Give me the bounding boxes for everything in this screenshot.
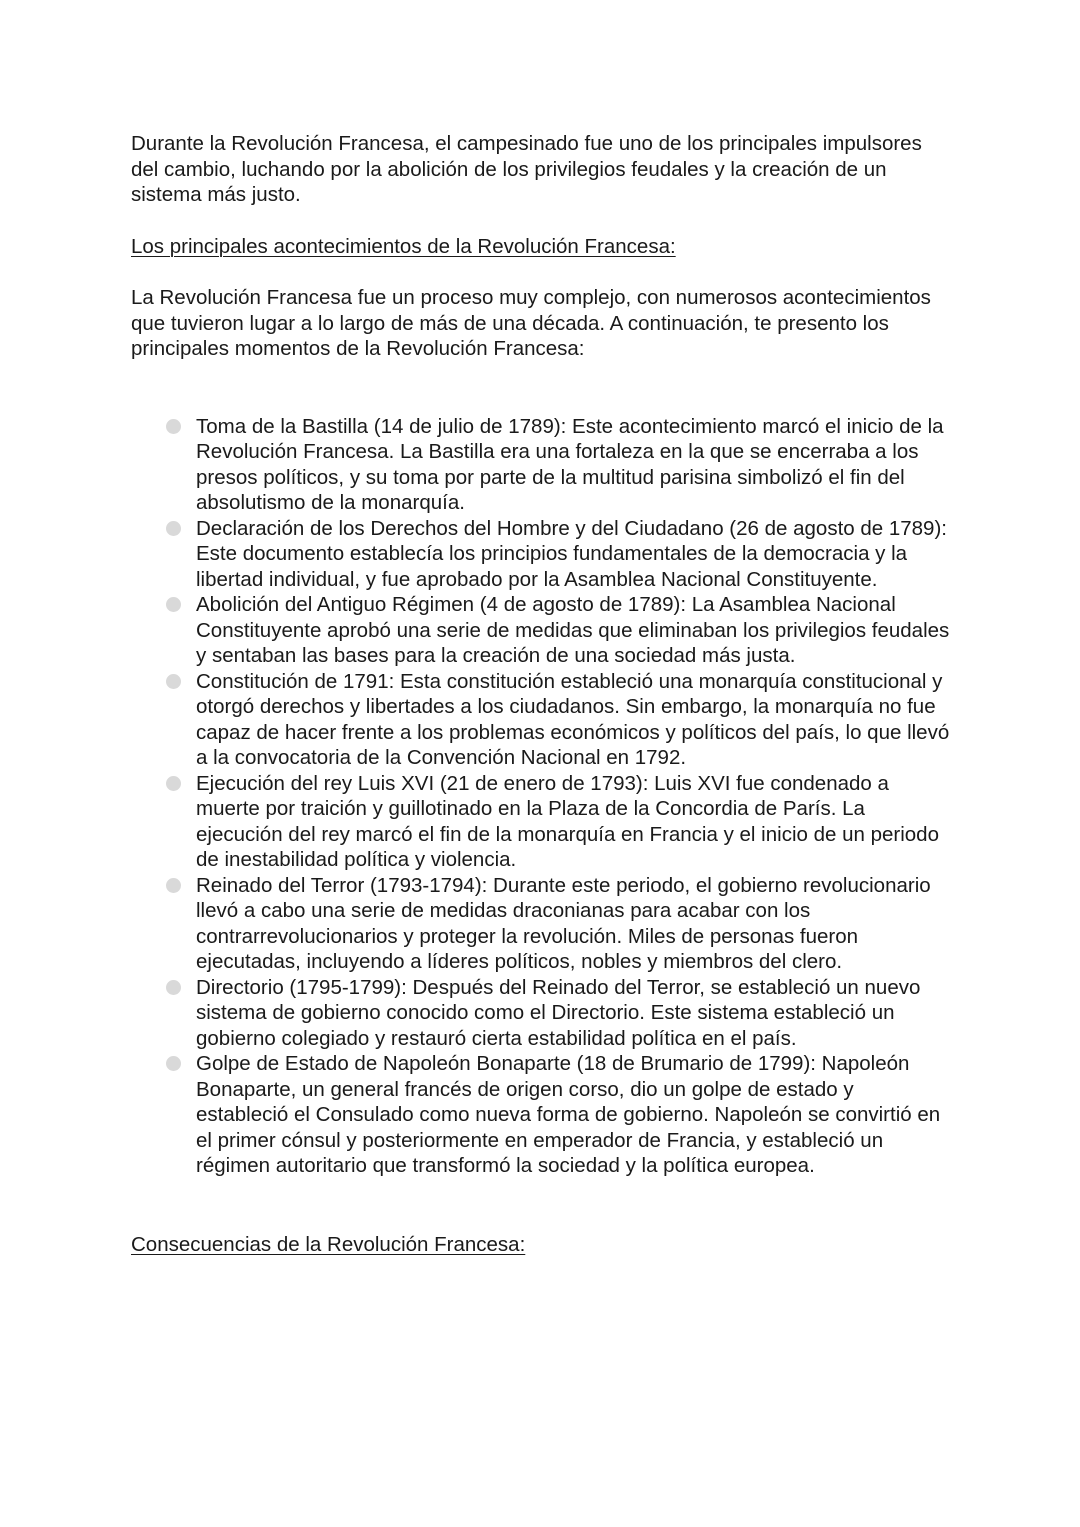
section-heading-consequences: Consecuencias de la Revolución Francesa: bbox=[131, 1232, 526, 1256]
list-item bbox=[131, 1051, 951, 1179]
list-item bbox=[131, 975, 951, 1052]
list-item bbox=[131, 873, 951, 975]
bullet-dot-icon bbox=[166, 776, 181, 791]
bullet-dot-icon bbox=[166, 674, 181, 689]
list-item bbox=[131, 414, 951, 516]
list-item-text: Constitución de 1791: Esta constitución estableció una monarquía constitucional y otorgó derechos y libertades a los ciudadanos. Sin embargo, la monarquía no fue capaz de hacer frente a los problemas económicos y políticos del país, lo que llevó a la convocatoria de la Convención Nacional en 1792. bbox=[196, 669, 950, 769]
list-item bbox=[131, 771, 951, 873]
document-page bbox=[131, 131, 951, 1257]
bullet-dot-icon bbox=[166, 1056, 181, 1071]
list-item-text: Golpe de Estado de Napoleón Bonaparte (18 de Brumario de 1799): Napoleón Bonaparte, un general francés de origen corso, dio un golpe de estado y estableció el Consulado como nueva forma de gobierno. Napoleón se convirtió en el primer cónsul y posteriormente en emperador de Francia, y estableció un régimen autoritario que transformó la sociedad y la política europea. bbox=[196, 1052, 941, 1177]
section-lead-paragraph: La Revolución Francesa fue un proceso muy complejo, con numerosos acontecimientos que tuvieron lugar a lo largo de más de una década. A continuación, te presento los principales momentos de la Revolución Francesa: bbox=[131, 286, 931, 360]
list-item-text: Directorio (1795-1799): Después del Reinado del Terror, se estableció un nuevo sistema de gobierno conocido como el Directorio. Este sistema estableció un gobierno colegiado y restauró cierta estabilidad política en el país. bbox=[196, 975, 921, 1050]
list-item bbox=[131, 592, 951, 669]
events-list bbox=[131, 414, 951, 1179]
list-item-text: Reinado del Terror (1793-1794): Durante este periodo, el gobierno revolucionario llevó a cabo una serie de medidas draconianas para acabar con los contrarrevolucionarios y proteger la revolución. Miles de personas fueron ejecutadas, incluyendo a líderes políticos, nobles y miembros del clero. bbox=[196, 873, 931, 973]
list-item bbox=[131, 516, 951, 593]
list-item-text: Declaración de los Derechos del Hombre y del Ciudadano (26 de agosto de 1789): Este documento establecía los principios fundamentales de la democracia y la libertad individual, y fue aprobado por la Asamblea Nacional Constituyente. bbox=[196, 516, 947, 591]
bullet-dot-icon bbox=[166, 597, 181, 612]
intro-paragraph: Durante la Revolución Francesa, el campesinado fue uno de los principales impulsores del cambio, luchando por la abolición de los privilegios feudales y la creación de un sistema más justo. bbox=[131, 132, 922, 206]
bullet-dot-icon bbox=[166, 521, 181, 536]
list-item bbox=[131, 669, 951, 771]
section-heading-events: Los principales acontecimientos de la Revolución Francesa: bbox=[131, 234, 676, 258]
list-item-text: Toma de la Bastilla (14 de julio de 1789): Este acontecimiento marcó el inicio de la Revolución Francesa. La Bastilla era una fortaleza en la que se encerraba a los presos políticos, y su toma por parte de la multitud parisina simbolizó el fin del absolutismo de la monarquía. bbox=[196, 414, 944, 514]
list-item-text: Ejecución del rey Luis XVI (21 de enero de 1793): Luis XVI fue condenado a muerte por traición y guillotinado en la Plaza de la Concordia de París. La ejecución del rey marcó el fin de la monarquía en Francia y el inicio de un periodo de inestabilidad política y violencia. bbox=[196, 771, 939, 871]
list-item-text: Abolición del Antiguo Régimen (4 de agosto de 1789): La Asamblea Nacional Constituyente aprobó una serie de medidas que eliminaban los privilegios feudales y sentaban las bases para la creación de una sociedad más justa. bbox=[196, 593, 950, 667]
bullet-dot-icon bbox=[166, 980, 181, 995]
bullet-dot-icon bbox=[166, 878, 181, 893]
bullet-dot-icon bbox=[166, 419, 181, 434]
